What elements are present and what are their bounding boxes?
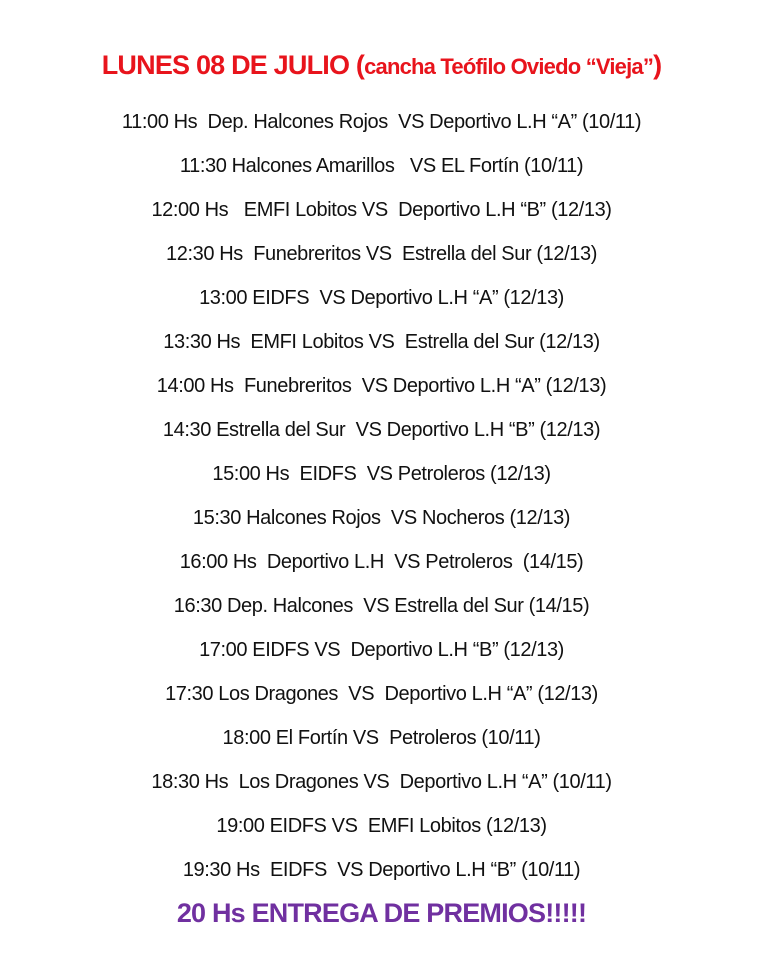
page-title <box>0 50 763 81</box>
title-date: LUNES 08 DE JULIO ( <box>101 50 365 80</box>
match-item: 17:00 EIDFS VS Deportivo L.H “B” (12/13) <box>199 639 564 661</box>
match-item: 15:30 Halcones Rojos VS Nocheros (12/13) <box>192 507 571 529</box>
match-item: 12:00 Hs EMFI Lobitos VS Deportivo L.H “B” (12/13) <box>151 199 612 221</box>
match-item: 16:00 Hs Deportivo L.H VS Petroleros (14/15) <box>179 551 584 573</box>
match-item: 17:30 Los Dragones VS Deportivo L.H “A” (12/13) <box>165 683 598 705</box>
match-item: 14:00 Hs Funebreritos VS Deportivo L.H “A” (12/13) <box>156 375 607 397</box>
match-item: 11:30 Halcones Amarillos VS EL Fortín (10/11) <box>179 155 584 177</box>
title-close-paren: ) <box>653 50 662 80</box>
title-venue: cancha Teófilo Oviedo “Vieja” <box>364 54 654 79</box>
match-item: 19:00 EIDFS VS EMFI Lobitos (12/13) <box>216 815 547 837</box>
match-item: 16:30 Dep. Halcones VS Estrella del Sur (14/15) <box>173 595 590 617</box>
awards-ceremony-note: 20 Hs ENTREGA DE PREMIOS!!!!! <box>176 898 587 928</box>
match-item: 18:30 Hs Los Dragones VS Deportivo L.H “A” (10/11) <box>151 771 612 793</box>
match-item: 13:00 EIDFS VS Deportivo L.H “A” (12/13) <box>199 287 564 309</box>
match-item: 18:00 El Fortín VS Petroleros (10/11) <box>222 727 541 749</box>
match-item: 12:30 Hs Funebreritos VS Estrella del Sur (12/13) <box>166 243 597 265</box>
match-item: 14:30 Estrella del Sur VS Deportivo L.H “B” (12/13) <box>162 419 601 441</box>
match-item: 13:30 Hs EMFI Lobitos VS Estrella del Sur (12/13) <box>163 331 600 353</box>
match-item: 19:30 Hs EIDFS VS Deportivo L.H “B” (10/11) <box>182 859 581 881</box>
match-item: 11:00 Hs Dep. Halcones Rojos VS Deportivo L.H “A” (10/11) <box>121 111 642 133</box>
match-item: 15:00 Hs EIDFS VS Petroleros (12/13) <box>212 463 551 485</box>
match-schedule-list <box>0 104 763 896</box>
